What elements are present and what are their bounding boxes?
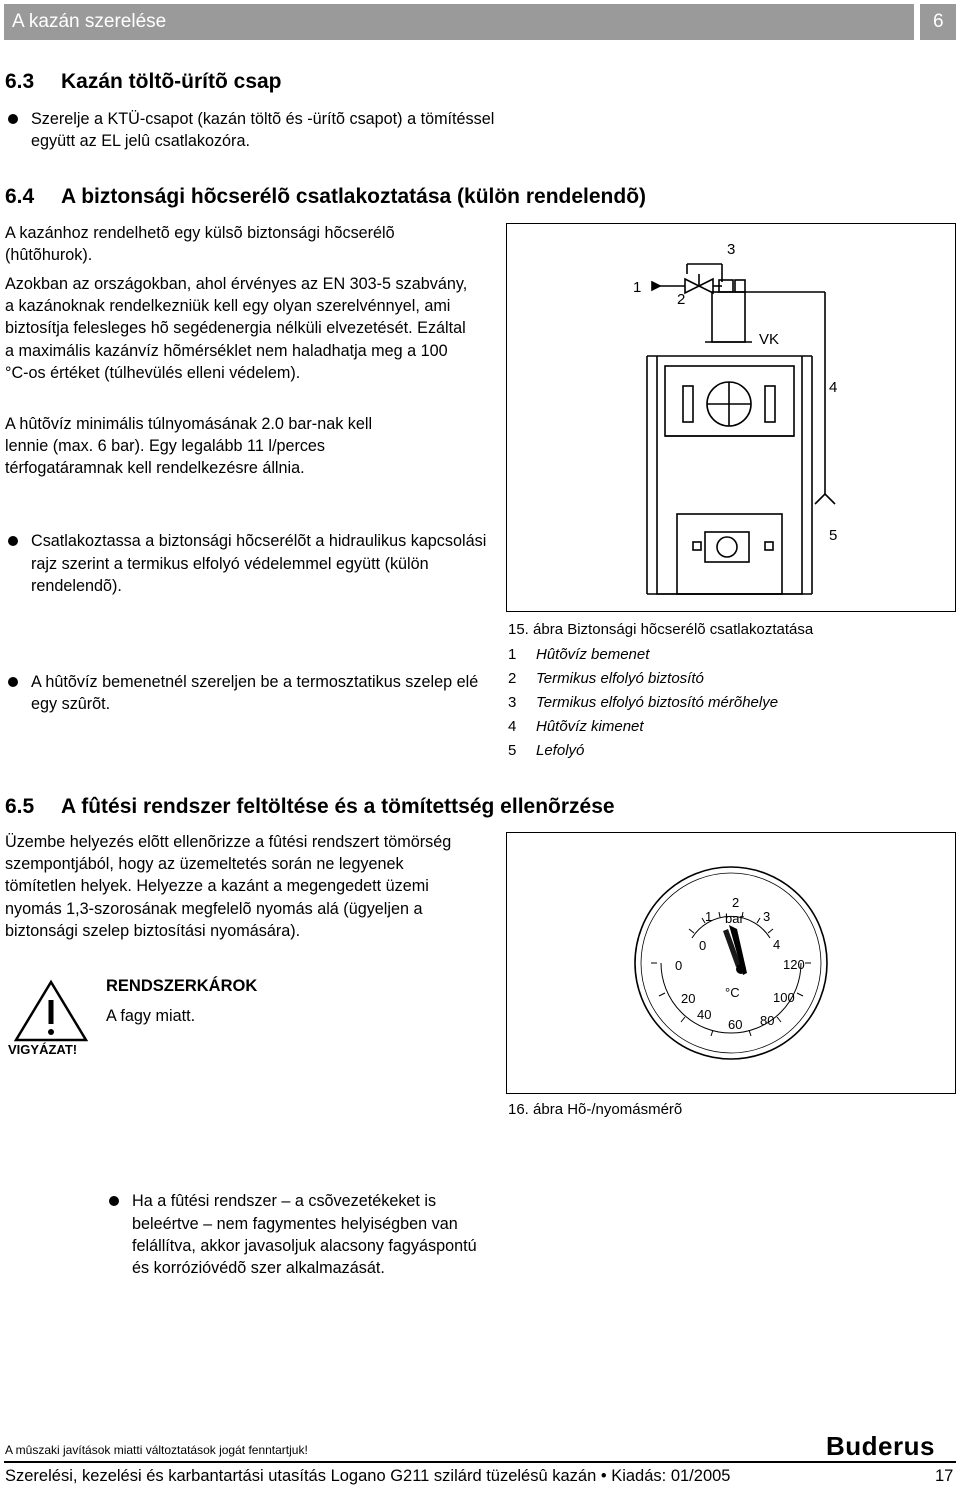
s64-paragraph-2: Azokban az országokban, ahol érvényes az EN 303-5 szabvány, a kazánoknak rendelkezniük kell egy olyan szerelvénnyel, ami biztosítja felesleges hõ segédenergia nélküli elvezetését. Ezáltal a maximális kazánvíz hõmérséklet nem haladhatja meg a 100 °C-os értéket (túlhevülés elleni védelem).	[5, 275, 468, 382]
warning-subtitle: A fagy miatt.	[106, 1007, 196, 1025]
section-number: 6.3	[5, 70, 35, 93]
temp-tick-60: 60	[728, 1017, 743, 1032]
caption-number: 15. ábra	[508, 621, 564, 638]
section-6-3-heading	[5, 70, 282, 94]
legend-item: 3 Termikus elfolyó biztosító mérõhelye	[508, 694, 779, 711]
temp-tick-120: 120	[783, 957, 805, 972]
s64-paragraph-3: A hûtõvíz minimális túlnyomásának 2.0 bar-nak kell lennie (max. 6 bar). Egy legalább 11 l/perces térfogatáramnak kell rendelkezésre állnia.	[5, 415, 373, 478]
legend-item: 5 Lefolyó	[508, 742, 585, 759]
section-title: A fûtési rendszer feltöltése és a tömítettség ellenõrzése	[61, 795, 615, 818]
temp-tick-0: 0	[675, 958, 683, 973]
s64-bullet-2: A hûtõvíz bemenetnél szereljen be a termosztatikus szelep elé egy szûrõt.	[5, 671, 491, 715]
section-title: Kazán töltõ-ürítõ csap	[61, 70, 282, 93]
caption-number: 16. ábra	[508, 1101, 564, 1118]
pressure-tick-0: 0	[699, 938, 707, 953]
pressure-tick-1: 1	[705, 909, 713, 924]
temp-tick-80: 80	[760, 1013, 775, 1028]
pressure-tick-2: 2	[732, 895, 740, 910]
legend-item: 4 Hûtõvíz kimenet	[508, 718, 644, 735]
s64-paragraph-1: A kazánhoz rendelhetõ egy külsõ biztonsági hõcserélõ (hûtõhurok).	[5, 224, 395, 265]
s64-bullet-1: Csatlakoztassa a biztonsági hõcserélõt a hidraulikus kapcsolási rajz szerint a termikus elfolyó védelemmel együtt (külön rendelendõ).	[5, 530, 491, 597]
caption-text: Hõ-/nyomásmérõ	[567, 1101, 683, 1118]
caption-text: Biztonsági hõcserélõ csatlakoztatása	[567, 621, 814, 638]
legend-item: 1 Hûtõvíz bemenet	[508, 646, 650, 663]
s63-bullet: Szerelje a KTÜ-csapot (kazán töltõ és -ürítõ csapot) a tömítéssel együtt az EL jelû csatlakozóra.	[5, 108, 501, 152]
section-number: 6.4	[5, 185, 35, 208]
label-1: 1	[633, 279, 642, 296]
figure-15	[506, 223, 956, 612]
label-3: 3	[727, 241, 736, 258]
section-6-4-heading	[5, 185, 646, 209]
label-4: 4	[829, 379, 838, 396]
pressure-tick-3: 3	[763, 909, 771, 924]
warning-label: VIGYÁZAT!	[8, 1042, 78, 1057]
footer-note: A mûszaki javítások miatti változtatások jogát fenntartjuk!	[5, 1443, 308, 1457]
safety-heat-exchanger-diagram	[507, 224, 955, 611]
pressure-unit: bar	[725, 911, 744, 926]
section-6-5-heading	[5, 795, 615, 819]
s65-paragraph-1: Üzembe helyezés elõtt ellenõrizze a fûtési rendszert tömörség szempontjából, hogy az üzemeltetés során ne legyenek tömítetlen helyek. Helyezze a kazánt a megengedett üzemi nyomás 1,3-szorosának megfelelõ nyomás alá (ügyeljen a biztonsági szelep biztosítási nyomására).	[5, 833, 452, 940]
header-bar	[4, 4, 914, 40]
chapter-number: 6	[933, 11, 944, 32]
header-title: A kazán szerelése	[12, 11, 167, 32]
pressure-tick-4: 4	[773, 937, 781, 952]
page-number: 17	[935, 1467, 954, 1485]
temp-tick-100: 100	[773, 990, 795, 1005]
warning-triangle-icon	[12, 978, 90, 1046]
temp-tick-40: 40	[697, 1007, 712, 1022]
warning-bullet: Ha a fûtési rendszer – a csõvezetékeket is beleértve – nem fagymentes helyiségben van felállítva, akkor javasoljuk alacsony fagyáspontú és korrózióvédõ szer alkalmazását.	[106, 1190, 482, 1279]
label-5: 5	[829, 527, 838, 544]
warning-title: RENDSZERKÁROK	[106, 977, 258, 995]
chapter-badge	[920, 4, 956, 40]
footer-document-title: Szerelési, kezelési és karbantartási utasítás Logano G211 szilárd tüzelésû kazán • Kiadás: 01/2005	[5, 1467, 731, 1485]
temp-tick-20: 20	[681, 991, 696, 1006]
thermo-manometer-gauge	[507, 833, 955, 1093]
temp-unit: °C	[725, 985, 740, 1000]
footer-rule	[4, 1461, 956, 1463]
legend-item: 2 Termikus elfolyó biztosító	[508, 670, 704, 687]
figure-16-caption	[508, 1098, 682, 1122]
section-number: 6.5	[5, 795, 35, 818]
brand-logo: Buderus	[826, 1431, 935, 1461]
label-vk: VK	[759, 331, 780, 348]
section-title: A biztonsági hõcserélõ csatlakoztatása (külön rendelendõ)	[61, 185, 647, 208]
figure-16	[506, 832, 956, 1094]
figure-15-caption	[508, 618, 813, 642]
figure-15-legend	[508, 643, 948, 763]
label-2: 2	[677, 291, 686, 308]
